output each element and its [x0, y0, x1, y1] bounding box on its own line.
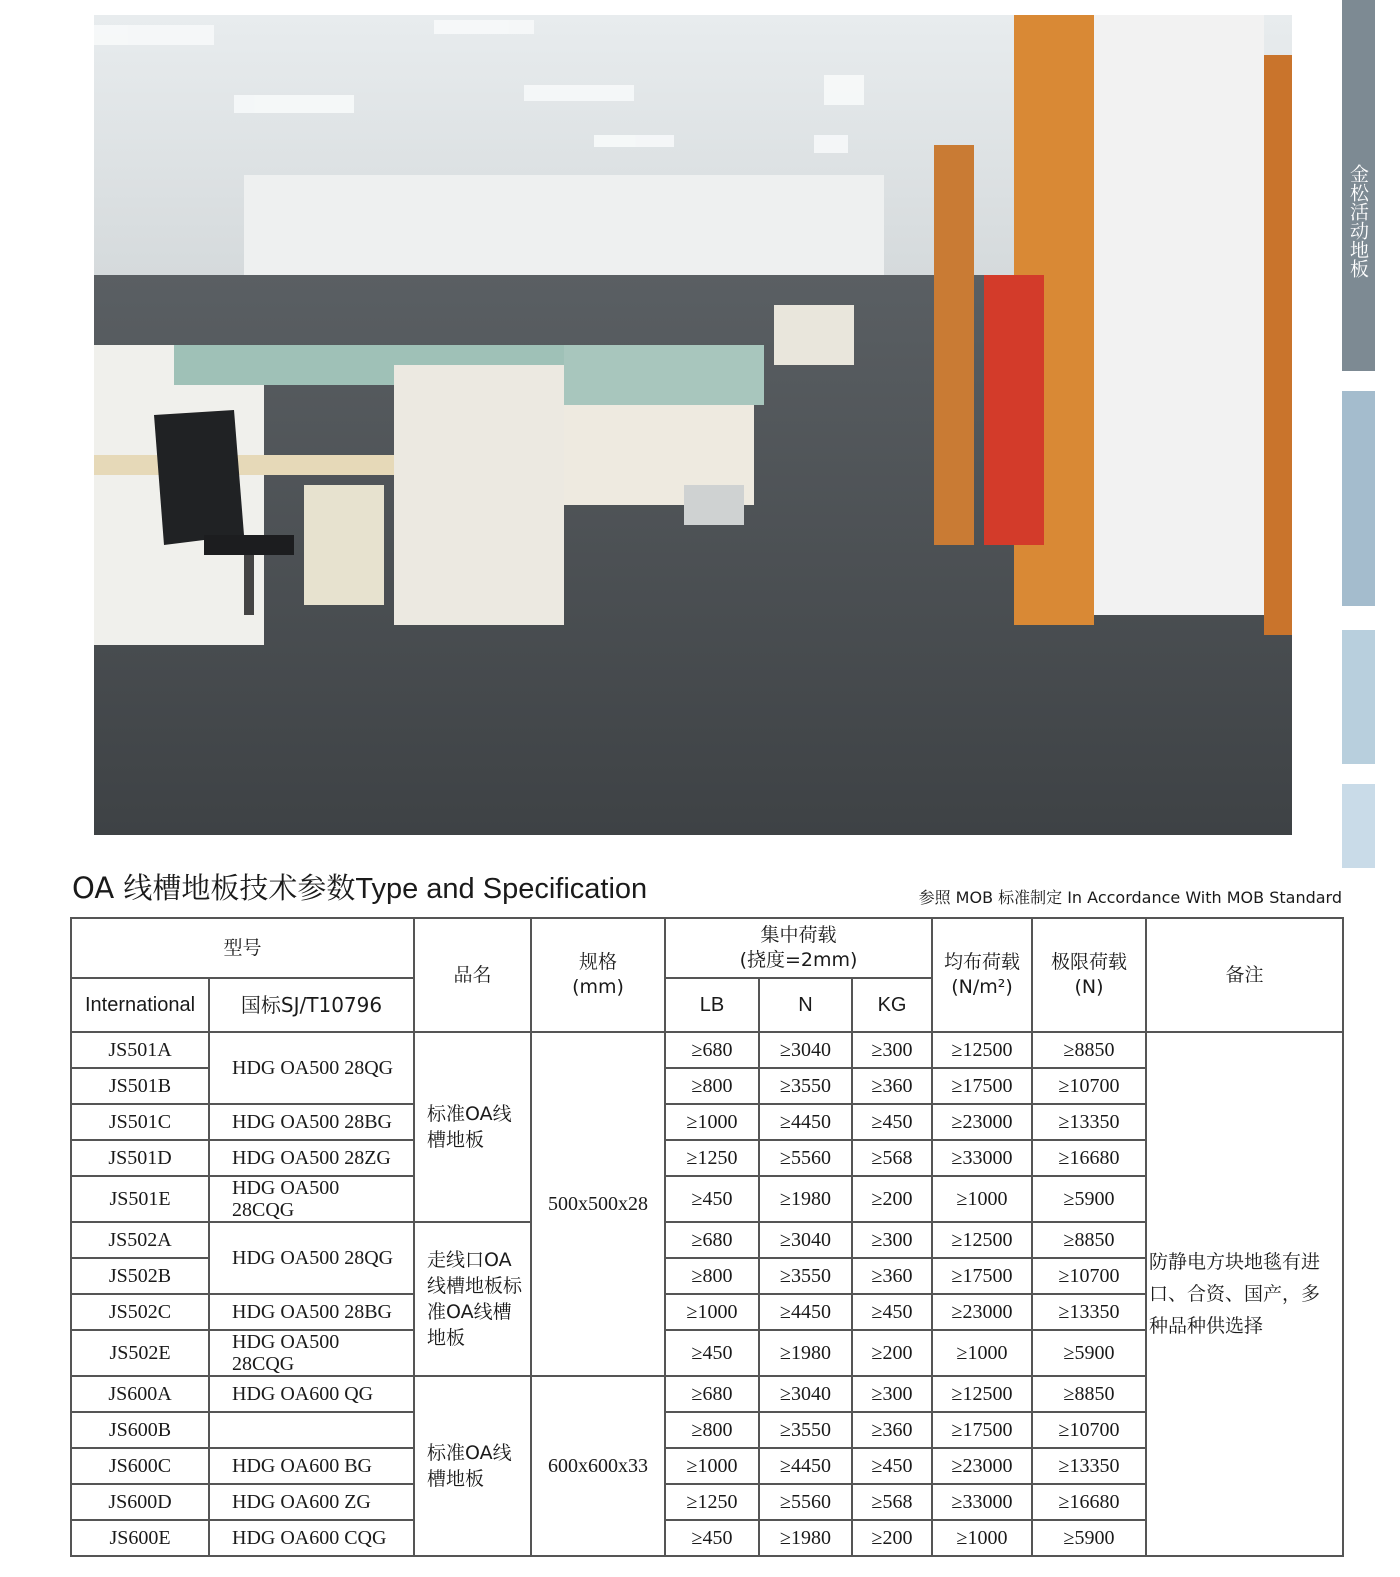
header-uniform-l2: (N/m²): [951, 976, 1013, 998]
header-ultimate: [1032, 918, 1146, 1032]
section-title-cn: OA 线槽地板技术参数: [72, 871, 356, 905]
cell-ultimate: ≥10700: [1032, 1412, 1146, 1448]
cell-intl: JS501E: [71, 1176, 209, 1222]
header-gb: 国标SJ/T10796: [209, 978, 414, 1032]
cell-ultimate: ≥10700: [1032, 1258, 1146, 1294]
cell-intl: JS501B: [71, 1068, 209, 1104]
cell-intl: JS600D: [71, 1484, 209, 1520]
cell-kg: ≥450: [852, 1104, 932, 1140]
cell-n: ≥3040: [759, 1222, 852, 1258]
cell-uniform: ≥33000: [932, 1484, 1032, 1520]
cell-lb: ≥800: [665, 1258, 759, 1294]
cell-n: ≥1980: [759, 1520, 852, 1556]
cell-kg: ≥360: [852, 1258, 932, 1294]
cell-kg: ≥200: [852, 1330, 932, 1376]
cell-kg: ≥360: [852, 1068, 932, 1104]
cell-intl: JS600A: [71, 1376, 209, 1412]
cell-ultimate: ≥8850: [1032, 1376, 1146, 1412]
cell-ultimate: ≥5900: [1032, 1176, 1146, 1222]
cell-ultimate: ≥5900: [1032, 1520, 1146, 1556]
cell-uniform: ≥17500: [932, 1412, 1032, 1448]
side-tab-3[interactable]: [1342, 630, 1375, 764]
spec-table: [70, 917, 1344, 1557]
cell-gb: HDG OA500 28BG: [209, 1104, 414, 1140]
cell-lb: ≥450: [665, 1176, 759, 1222]
cell-ultimate: ≥16680: [1032, 1140, 1146, 1176]
cell-intl: JS501A: [71, 1032, 209, 1068]
cell-uniform: ≥12500: [932, 1032, 1032, 1068]
cell-product-name: 走线口OA线槽地板标准OA线槽地板: [414, 1222, 531, 1376]
cell-lb: ≥450: [665, 1520, 759, 1556]
cell-uniform: ≥1000: [932, 1330, 1032, 1376]
cell-intl: JS600E: [71, 1520, 209, 1556]
header-remark: 备注: [1146, 918, 1343, 1032]
cell-lb: ≥1000: [665, 1104, 759, 1140]
cell-intl: JS502E: [71, 1330, 209, 1376]
cell-n: ≥3550: [759, 1412, 852, 1448]
cell-intl: JS502B: [71, 1258, 209, 1294]
cell-gb: HDG OA500 28QG: [209, 1222, 414, 1294]
cell-uniform: ≥17500: [932, 1068, 1032, 1104]
cell-ultimate: ≥10700: [1032, 1068, 1146, 1104]
cell-gb: [209, 1412, 414, 1448]
cell-kg: ≥200: [852, 1520, 932, 1556]
header-uniform: [932, 918, 1032, 1032]
cell-ultimate: ≥8850: [1032, 1032, 1146, 1068]
header-spec: [531, 918, 665, 1032]
section-title: [72, 866, 647, 907]
cell-n: ≥1980: [759, 1176, 852, 1222]
cell-lb: ≥680: [665, 1376, 759, 1412]
cell-kg: ≥360: [852, 1412, 932, 1448]
header-conc-l1: 集中荷载: [760, 924, 837, 946]
cell-gb: HDG OA500 28CQG: [209, 1176, 414, 1222]
office-photo-drawing: [94, 15, 1292, 835]
cell-uniform: ≥17500: [932, 1258, 1032, 1294]
cell-spec: 600x600x33: [531, 1376, 665, 1556]
header-spec-l1: 规格: [579, 951, 618, 973]
cell-uniform: ≥1000: [932, 1520, 1032, 1556]
cell-uniform: ≥23000: [932, 1294, 1032, 1330]
cell-n: ≥4450: [759, 1448, 852, 1484]
cell-uniform: ≥23000: [932, 1104, 1032, 1140]
header-lb: LB: [665, 978, 759, 1032]
cell-kg: ≥450: [852, 1294, 932, 1330]
side-tab-4[interactable]: [1342, 784, 1375, 868]
header-spec-l2: (mm): [572, 976, 624, 998]
cell-n: ≥5560: [759, 1140, 852, 1176]
cell-uniform: ≥23000: [932, 1448, 1032, 1484]
cell-n: ≥3040: [759, 1376, 852, 1412]
cell-intl: JS501D: [71, 1140, 209, 1176]
cell-ultimate: ≥13350: [1032, 1294, 1146, 1330]
header-n: N: [759, 978, 852, 1032]
cell-gb: HDG OA600 BG: [209, 1448, 414, 1484]
cell-kg: ≥568: [852, 1484, 932, 1520]
cell-lb: ≥680: [665, 1032, 759, 1068]
cell-gb: HDG OA600 CQG: [209, 1520, 414, 1556]
cell-product-name: 标准OA线槽地板: [414, 1376, 531, 1556]
side-tab-label: 金松活动地板: [1347, 164, 1369, 278]
cell-kg: ≥300: [852, 1222, 932, 1258]
cell-uniform: ≥12500: [932, 1376, 1032, 1412]
cell-spec: 500x500x28: [531, 1032, 665, 1376]
cell-ultimate: ≥16680: [1032, 1484, 1146, 1520]
cell-lb: ≥1000: [665, 1294, 759, 1330]
header-name: 品名: [414, 918, 531, 1032]
cell-remark: 防静电方块地毯有进口、合资、国产，多种品种供选择: [1146, 1032, 1343, 1556]
office-photo: [94, 15, 1292, 835]
cell-ultimate: ≥13350: [1032, 1104, 1146, 1140]
section-title-en: Type and Specification: [355, 873, 648, 905]
cell-n: ≥5560: [759, 1484, 852, 1520]
header-international: International: [71, 978, 209, 1032]
cell-intl: JS502C: [71, 1294, 209, 1330]
cell-kg: ≥200: [852, 1176, 932, 1222]
cell-gb: HDG OA600 QG: [209, 1376, 414, 1412]
cell-lb: ≥1250: [665, 1484, 759, 1520]
cell-gb: HDG OA500 28QG: [209, 1032, 414, 1104]
cell-product-name: 标准OA线槽地板: [414, 1032, 531, 1222]
cell-ultimate: ≥8850: [1032, 1222, 1146, 1258]
cell-ultimate: ≥5900: [1032, 1330, 1146, 1376]
header-ultimate-l2: (N): [1074, 976, 1104, 998]
cell-ultimate: ≥13350: [1032, 1448, 1146, 1484]
cell-lb: ≥450: [665, 1330, 759, 1376]
cell-lb: ≥680: [665, 1222, 759, 1258]
side-tab-2[interactable]: [1342, 391, 1375, 606]
cell-lb: ≥800: [665, 1412, 759, 1448]
cell-kg: ≥568: [852, 1140, 932, 1176]
cell-kg: ≥300: [852, 1376, 932, 1412]
cell-lb: ≥800: [665, 1068, 759, 1104]
cell-intl: JS501C: [71, 1104, 209, 1140]
cell-lb: ≥1250: [665, 1140, 759, 1176]
cell-uniform: ≥12500: [932, 1222, 1032, 1258]
cell-intl: JS600B: [71, 1412, 209, 1448]
cell-kg: ≥450: [852, 1448, 932, 1484]
header-uniform-l1: 均布荷载: [944, 951, 1021, 973]
table-row: [71, 1032, 1343, 1068]
header-kg: KG: [852, 978, 932, 1032]
cell-uniform: ≥33000: [932, 1140, 1032, 1176]
header-conc-l2: (挠度=2mm): [739, 949, 858, 971]
cell-n: ≥3550: [759, 1258, 852, 1294]
cell-lb: ≥1000: [665, 1448, 759, 1484]
cell-n: ≥4450: [759, 1294, 852, 1330]
header-model: 型号: [71, 918, 414, 978]
cell-gb: HDG OA500 28CQG: [209, 1330, 414, 1376]
header-ultimate-l1: 极限荷载: [1051, 951, 1128, 973]
cell-n: ≥3550: [759, 1068, 852, 1104]
cell-gb: HDG OA500 28BG: [209, 1294, 414, 1330]
cell-intl: JS600C: [71, 1448, 209, 1484]
cell-intl: JS502A: [71, 1222, 209, 1258]
cell-kg: ≥300: [852, 1032, 932, 1068]
cell-n: ≥3040: [759, 1032, 852, 1068]
cell-gb: HDG OA600 ZG: [209, 1484, 414, 1520]
cell-gb: HDG OA500 28ZG: [209, 1140, 414, 1176]
cell-n: ≥4450: [759, 1104, 852, 1140]
standard-note: 参照 MOB 标准制定 In Accordance With MOB Standard: [918, 888, 1342, 907]
header-concentrated: [665, 918, 932, 978]
cell-n: ≥1980: [759, 1330, 852, 1376]
cell-uniform: ≥1000: [932, 1176, 1032, 1222]
